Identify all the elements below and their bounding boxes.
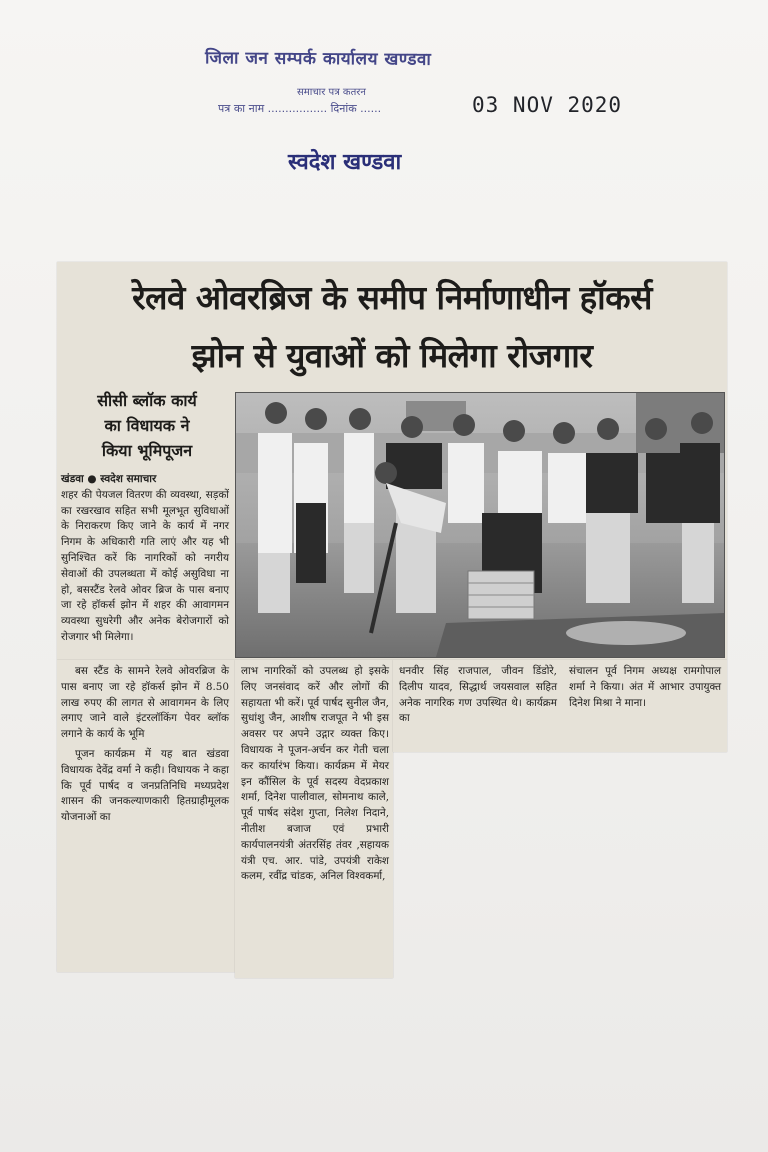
clipping-right-columns bbox=[393, 660, 727, 752]
clipping-middle-column bbox=[235, 660, 393, 978]
sub-headline-line-1: सीसी ब्लॉक कार्य bbox=[97, 391, 197, 410]
photo-illustration bbox=[236, 393, 724, 657]
headline-line-2: झोन से युवाओं को मिलेगा रोजगार bbox=[191, 336, 593, 375]
sub-headline bbox=[63, 388, 231, 463]
article-column-left-upper bbox=[61, 472, 229, 650]
article-column-right-b: संचालन पूर्व निगम अध्यक्ष रामगोपाल शर्मा ने किया। अंत में आभार उपायुक्त दिनेश मिश्रा ने माना। bbox=[569, 665, 721, 709]
article-paragraph-3: पूजन कार्यक्रम में यह बात खंडवा विधायक देवेंद्र वर्मा ने कही। विधायक ने कहा कि पूर्व पार्षद व जनप्रतिनिधि मध्यप्रदेश शासन की जनकल्याणकारी हितग्राहीमूलक योजनाओं का bbox=[61, 747, 229, 824]
clipping-upper bbox=[57, 262, 727, 660]
newspaper-name: स्वदेश खण्डवा bbox=[288, 150, 402, 175]
stamp-office-name: जिला जन सम्पर्क कार्यालय खण्डवा bbox=[204, 48, 432, 70]
clipping-left-column bbox=[57, 660, 235, 972]
stamp-date: 03 NOV 2020 bbox=[472, 93, 623, 117]
sub-headline-line-2: का विधायक ने bbox=[104, 416, 190, 435]
article-paragraph-1: शहर की पेयजल वितरण की व्यवस्था, सड़कों का रखरखाव सहित सभी मूलभूत सुविधाओं के निराकरण किए जाने के कार्य में नगर निगम के अधिकारी गति लाएं और यह भी सुनिश्चित करें कि नागरिकों को नगरीय सेवाओं की उपलब्धता में कोई असुविधा ना हो, बसस्टैंड रेलवे ओवर ब्रिज के पास बनाए जा रहे हॉकर्स झोन में शहर की आवागमन व्यवस्था सुधरेगी और अनेक बेरोजगारों को रोजगार भी मिलेगा। bbox=[61, 488, 229, 643]
article-column-middle: लाभ नागरिकों को उपलब्ध हो इसके लिए जनसंवाद करें और लोगों की सहायता भी करें। पूर्व पार्षद सुनील जैन, सुधांशु जैन, आशीष राजपूत ने भी इस अवसर पर अपने उद्गार व्यक्त किए। विधायक ने पूजन-अर्चन कर गेती चला कर कार्यारंभ किया। कार्यक्रम में मेयर इन कौंसिल के पूर्व सदस्य वेदप्रकाश शर्मा, दिनेश पालीवाल, सोमनाथ काले, पूर्व पार्षद संदेश गुप्ता, निलेश निदाने, नीतीश बजाज एवं प्रभारी कार्यपालनयंत्री अंतरसिंह तंवर ,सहायक यंत्री एच. आर. पांडे, उपयंत्री राकेश कलम, रवींद्र चांडक, अनिल विश्वकर्मा, bbox=[241, 665, 389, 883]
sub-headline-line-3: किया भूमिपूजन bbox=[101, 441, 193, 460]
article-column-left-lower bbox=[61, 664, 229, 830]
stamp-section: समाचार पत्र कतरन bbox=[297, 87, 366, 98]
headline-line-1: रेलवे ओवरब्रिज के समीप निर्माणाधीन हॉकर्स bbox=[132, 278, 652, 317]
article-column-right-a: धनवीर सिंह राजपाल, जीवन डिंडोरे, दिलीप यादव, सिद्धार्थ जयसवाल सहित अनेक नागरिक गण उपस्थित थे। कार्यक्रम का bbox=[399, 665, 557, 725]
article-paragraph-2: बस स्टैंड के सामने रेलवे ओवरब्रिज के पास बनाए जा रहे हॉकर्स झोन में 8.50 लाख रुपए की लागत से आवागमन के लिए लगाए जाने वाले इंटरलॉकिंग पेवर ब्लॉक लगाने के कार्य के भूमि bbox=[61, 665, 229, 741]
dateline: खंडवा ● स्वदेश समाचार bbox=[61, 473, 157, 485]
stamp-line: पत्र का नाम ................. दिनांक ...... bbox=[218, 102, 382, 115]
news-photo bbox=[235, 392, 725, 658]
